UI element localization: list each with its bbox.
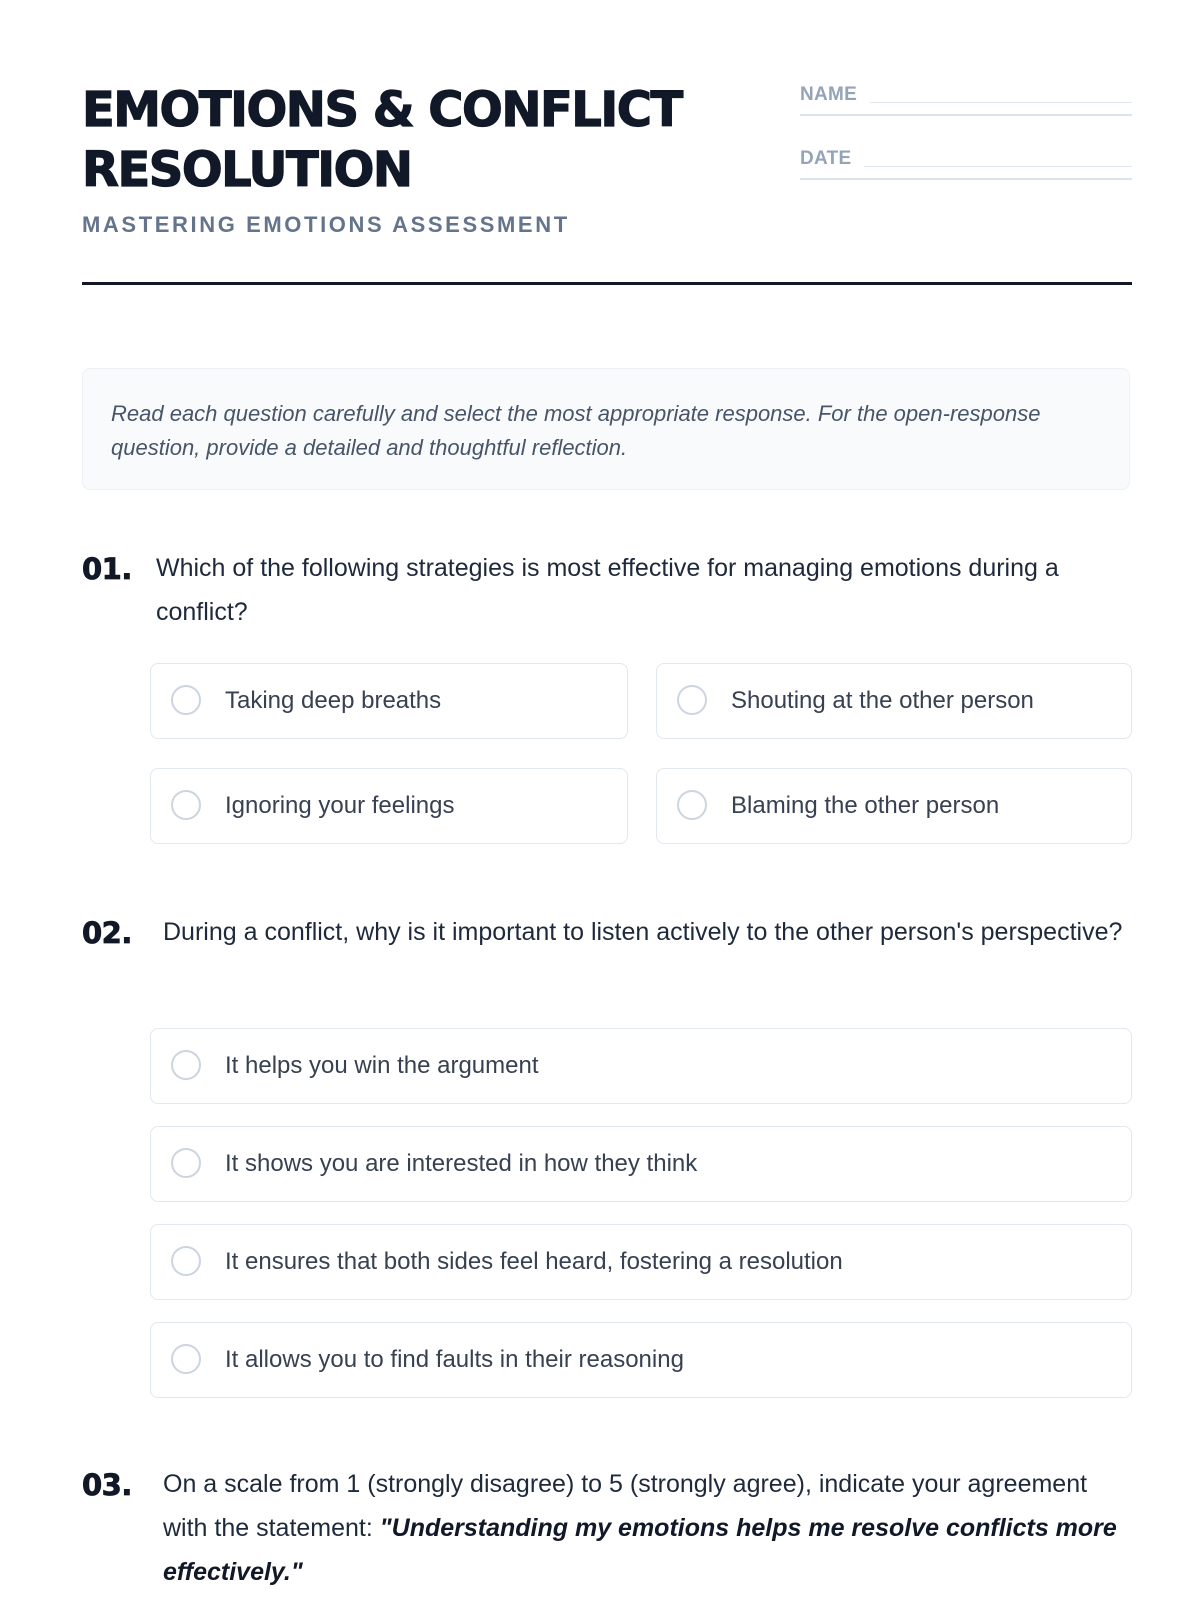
radio-button[interactable] (171, 685, 201, 715)
header-divider (82, 282, 1132, 285)
question-number: 03. (82, 1468, 132, 1502)
option-2c[interactable] (150, 1224, 1132, 1300)
radio-button[interactable] (677, 685, 707, 715)
option-label: It shows you are interested in how they think (225, 1150, 698, 1177)
option-2a[interactable] (150, 1028, 1132, 1104)
title-line-1: EMOTIONS & CONFLICT (82, 82, 682, 138)
radio-button[interactable] (677, 790, 707, 820)
title-line-2: RESOLUTION (82, 142, 412, 198)
radio-button[interactable] (171, 1246, 201, 1276)
header (82, 80, 1132, 288)
option-1d[interactable] (656, 768, 1132, 844)
option-1c[interactable] (150, 768, 628, 844)
option-1b[interactable] (656, 663, 1132, 739)
name-line (870, 102, 1132, 103)
question-text-prefix: On a scale from 1 (strongly disagree) to 5 (strongly agree), indicate your agreement with the statement: (163, 1470, 1088, 1542)
question-number: 01. (82, 552, 132, 586)
option-2b[interactable] (150, 1126, 1132, 1202)
option-label: Blaming the other person (731, 792, 1000, 819)
option-1a[interactable] (150, 663, 628, 739)
option-label: Ignoring your feelings (225, 792, 455, 819)
question-statement: "Understanding my emotions helps me resolve conflicts more effectively." (163, 1514, 1117, 1586)
date-label: DATE (800, 148, 852, 169)
option-label: It allows you to find faults in their reasoning (225, 1346, 684, 1373)
question-text (163, 1462, 1132, 1594)
option-label: It helps you win the argument (225, 1052, 539, 1079)
option-2d[interactable] (150, 1322, 1132, 1398)
name-label: NAME (800, 84, 858, 105)
page-title (82, 80, 722, 200)
option-label: Taking deep breaths (225, 687, 442, 714)
radio-button[interactable] (171, 1050, 201, 1080)
student-fields (800, 80, 1132, 208)
radio-button[interactable] (171, 1148, 201, 1178)
question-text: Which of the following strategies is most effective for managing emotions during a conflict? (156, 554, 1059, 626)
question-number: 02. (82, 916, 132, 950)
radio-button[interactable] (171, 1344, 201, 1374)
date-field[interactable] (800, 144, 1132, 180)
instructions-box: Read each question carefully and select the most appropriate response. For the open-response question, provide a detailed and thoughtful reflection. (82, 368, 1130, 490)
question-text: During a conflict, why is it important to listen actively to the other person's perspective? (163, 918, 1123, 946)
page-subtitle: MASTERING EMOTIONS ASSESSMENT (82, 212, 570, 237)
option-label: Shouting at the other person (731, 687, 1034, 714)
date-line (864, 166, 1132, 167)
option-label: It ensures that both sides feel heard, fostering a resolution (225, 1248, 843, 1275)
radio-button[interactable] (171, 790, 201, 820)
name-field[interactable] (800, 80, 1132, 116)
